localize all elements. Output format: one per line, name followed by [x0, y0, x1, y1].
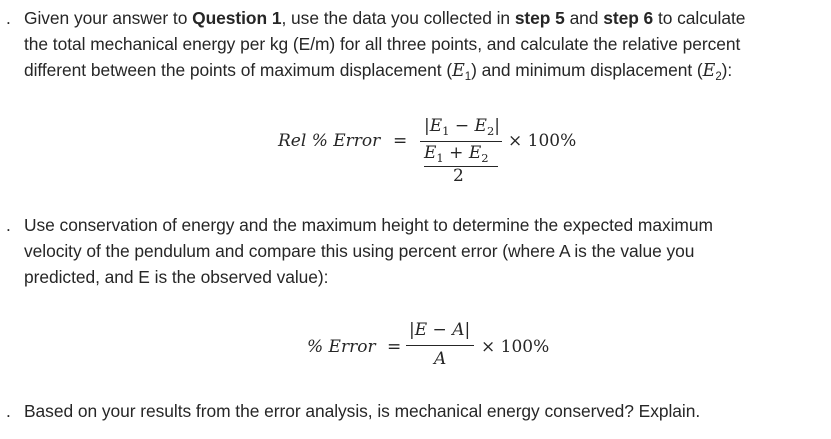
formula-2-fraction-bar: [406, 345, 474, 346]
question-4-bullet: .: [6, 401, 11, 421]
bold-text: step 5: [514, 8, 565, 28]
formula-1-denominator-top: [424, 143, 489, 163]
e1-subscript: 1: [464, 71, 472, 83]
text: , use the data you collected in: [281, 8, 515, 28]
text: to calculate: [653, 8, 746, 28]
bold-text: step 6: [603, 8, 654, 28]
minus-sign: −: [454, 116, 470, 136]
formula-2-numerator: |E − A|: [409, 320, 471, 340]
e1-symbol: E: [452, 61, 465, 81]
question-2-line-1: [24, 5, 745, 32]
question-2-bullet: .: [6, 8, 11, 28]
formula-1-numerator: [424, 116, 500, 136]
e2-symbol: E: [702, 61, 716, 81]
formula-2-lhs: % Error: [307, 337, 376, 357]
question-2-line-2: the total mechanical energy per kg (E/m) for all three points, and calculate the relative percent: [24, 34, 741, 54]
e1-subscript: 1: [436, 151, 444, 165]
abs-bar: |: [424, 116, 430, 136]
text: different between the points of maximum displacement (: [24, 60, 453, 80]
e1-subscript: 1: [442, 124, 450, 138]
text: ) and minimum displacement (: [471, 60, 703, 80]
e2-subscript: 2: [481, 151, 489, 165]
e1-symbol: E: [424, 143, 437, 163]
question-3-line-2: velocity of the pendulum and compare this using percent error (where A is the value you: [24, 241, 695, 261]
formula-1-times-100: × 100%: [508, 131, 577, 151]
text: Given your answer to: [24, 8, 193, 28]
formula-1-lhs: Rel % Error: [278, 131, 381, 151]
e1-symbol: E: [429, 116, 443, 136]
question-4-line-1: Based on your results from the error analysis, is mechanical energy conserved? Explain.: [24, 401, 701, 421]
formula-1-denominator-two: 2: [453, 166, 464, 186]
formula-1-equals: =: [393, 131, 408, 151]
formula-2-denominator: A: [434, 349, 447, 369]
question-3-line-3: predicted, and E is the observed value):: [24, 267, 329, 287]
e2-symbol: E: [474, 116, 487, 136]
question-2-line-3: [24, 57, 732, 87]
e2-subscript: 2: [715, 71, 722, 83]
question-3-line-1: Use conservation of energy and the maximum height to determine the expected maximum: [24, 215, 713, 235]
bold-text: Question 1: [192, 8, 282, 28]
abs-bar: |: [494, 116, 501, 136]
e2-symbol: E: [468, 143, 482, 163]
text: and: [564, 8, 604, 28]
plus-sign: +: [449, 143, 464, 163]
text: ):: [721, 60, 733, 80]
formula-2-equals: =: [387, 337, 402, 357]
e2-subscript: 2: [486, 124, 495, 138]
question-3-bullet: .: [6, 215, 11, 235]
formula-2-times-100: × 100%: [481, 337, 550, 357]
